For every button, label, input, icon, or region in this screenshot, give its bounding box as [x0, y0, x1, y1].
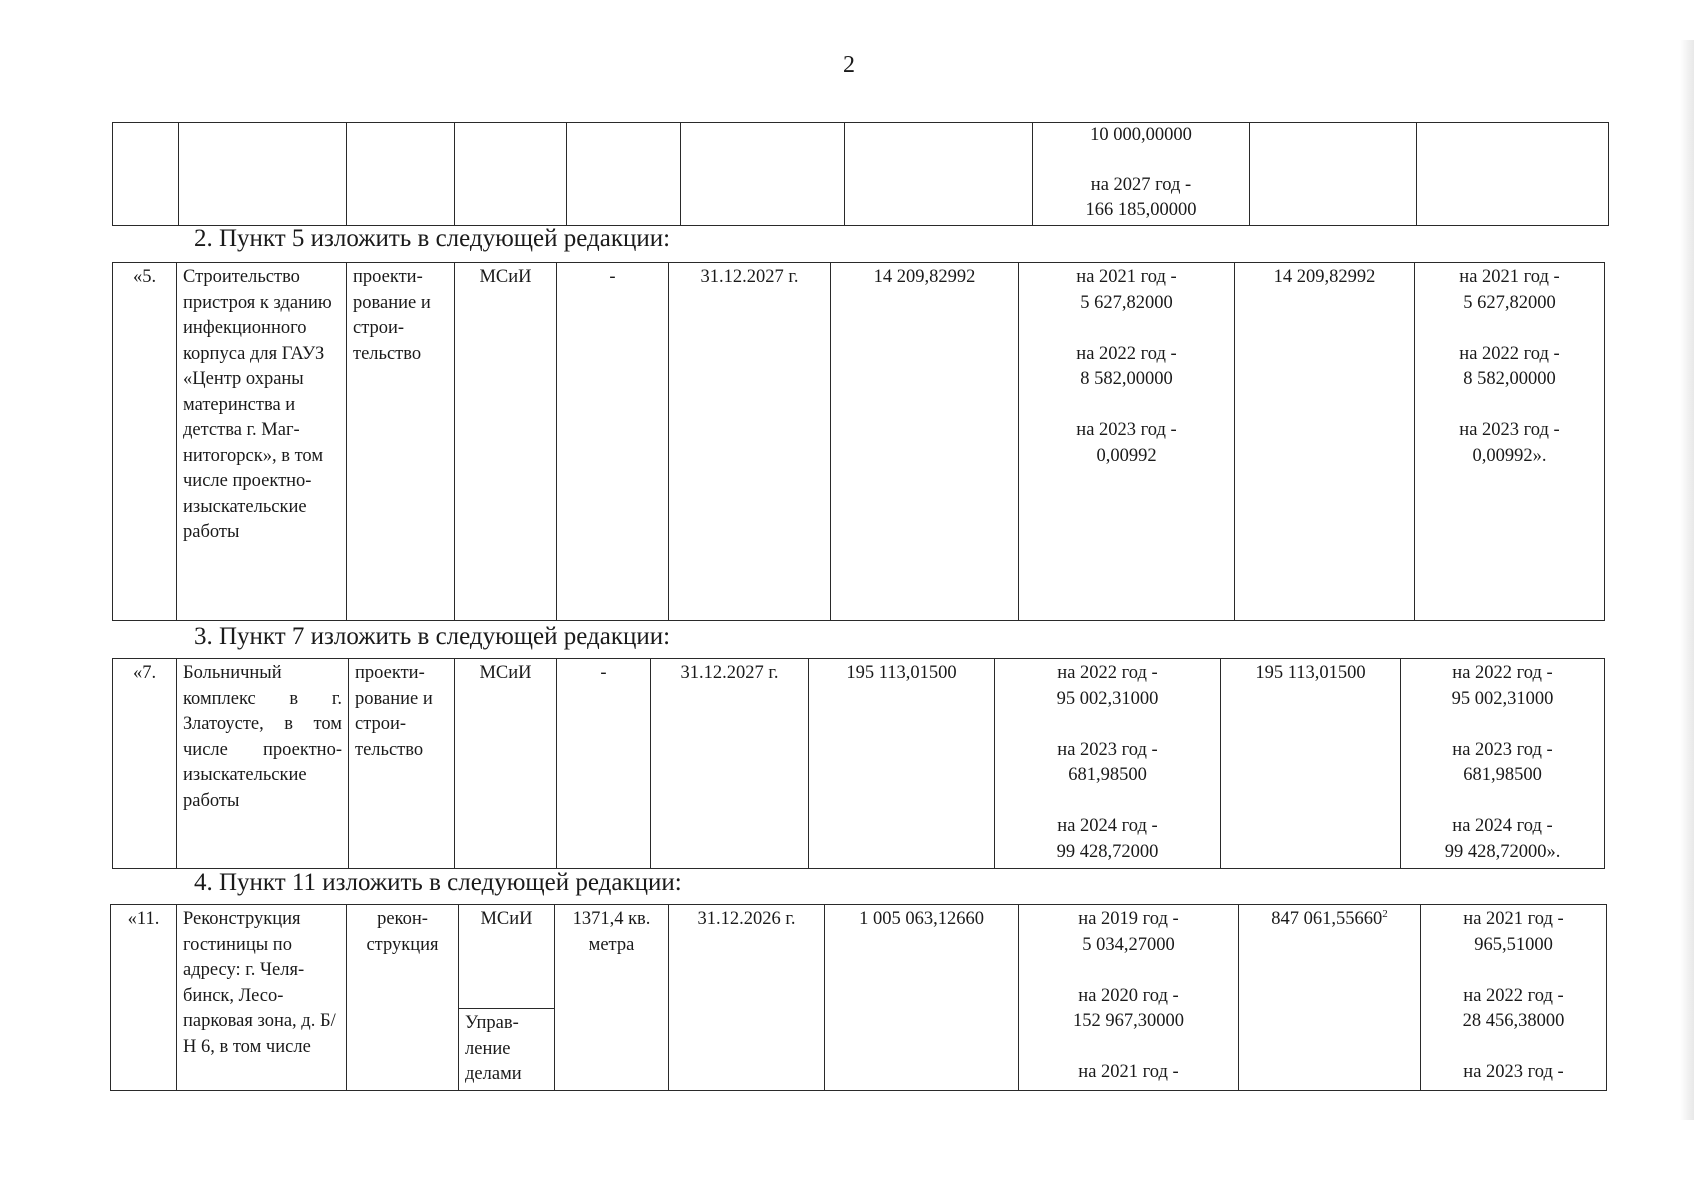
table-item-11: [110, 904, 1607, 1091]
section-heading: 3. Пункт 7 изложить в следующей редакции:: [194, 623, 671, 650]
work-type: проекти-рование и строи-тельство: [349, 659, 455, 869]
customer: Управ-ление делами: [459, 1009, 555, 1091]
work-type: проекти-рование и строи-тельство: [347, 263, 455, 621]
funding-cell: 10 000,00000 на 2027 год - 166 185,00000: [1033, 123, 1250, 226]
total-amount: [1239, 905, 1421, 1091]
funding-by-year: на 2022 год - 95 002,31000 на 2023 год - 681,98500 на 2024 год - 99 428,72000: [995, 659, 1221, 869]
table-item-7: [112, 658, 1605, 869]
customer: МСиИ: [459, 905, 555, 1009]
deadline: 31.12.2027 г.: [651, 659, 809, 869]
item-number: «7.: [113, 659, 177, 869]
estimated-cost: 195 113,01500: [809, 659, 995, 869]
total-amount: 14 209,82992: [1235, 263, 1415, 621]
page-number: 2: [843, 52, 855, 78]
estimated-cost: 1 005 063,12660: [825, 905, 1019, 1091]
budget-by-year: на 2022 год - 95 002,31000 на 2023 год - 681,98500 на 2024 год - 99 428,72000».: [1401, 659, 1605, 869]
capacity: -: [557, 659, 651, 869]
funding-by-year: на 2021 год - 5 627,82000 на 2022 год - 8 582,00000 на 2023 год - 0,00992: [1019, 263, 1235, 621]
item-number: «11.: [111, 905, 177, 1091]
table-row: [111, 905, 1607, 1009]
object-name: Реконструкция гостиницы по адресу: г. Челя-бинск, Лесо-парковая зона, д. Б/Н 6, в том числе: [177, 905, 347, 1091]
object-name: Больничный комплекс в г. Златоусте, в том числе проектно-изыскательские работы: [177, 659, 349, 869]
estimated-cost: 14 209,82992: [831, 263, 1019, 621]
funding-by-year: на 2019 год - 5 034,27000 на 2020 год - 152 967,30000 на 2021 год -: [1019, 905, 1239, 1091]
table-row: [113, 263, 1605, 621]
table-continuation: [112, 122, 1609, 226]
section-heading: 4. Пункт 11 изложить в следующей редакции:: [194, 869, 682, 896]
budget-by-year: на 2021 год - 965,51000 на 2022 год - 28 456,38000 на 2023 год -: [1421, 905, 1607, 1091]
footnote-mark: 2: [1382, 907, 1388, 920]
item-number: «5.: [113, 263, 177, 621]
total-value: 847 061,55660: [1271, 909, 1383, 929]
section-heading: 2. Пункт 5 изложить в следующей редакции:: [194, 225, 671, 252]
object-name: Строительство пристроя к зданию инфекционного корпуса для ГАУЗ «Центр охраны материнства и детства г. Маг-нитогорск», в том числе проектно-изыскательские работы: [177, 263, 347, 621]
work-type: рекон-струкция: [347, 905, 459, 1091]
capacity: -: [557, 263, 669, 621]
scan-edge: [1680, 40, 1694, 1120]
customer: МСиИ: [455, 659, 557, 869]
deadline: 31.12.2027 г.: [669, 263, 831, 621]
total-amount: 195 113,01500: [1221, 659, 1401, 869]
table-row: [113, 123, 1609, 226]
capacity: 1371,4 кв. метра: [555, 905, 669, 1091]
customer: МСиИ: [455, 263, 557, 621]
budget-by-year: на 2021 год - 5 627,82000 на 2022 год - 8 582,00000 на 2023 год - 0,00992».: [1415, 263, 1605, 621]
table-item-5: [112, 262, 1605, 621]
table-row: [113, 659, 1605, 869]
deadline: 31.12.2026 г.: [669, 905, 825, 1091]
